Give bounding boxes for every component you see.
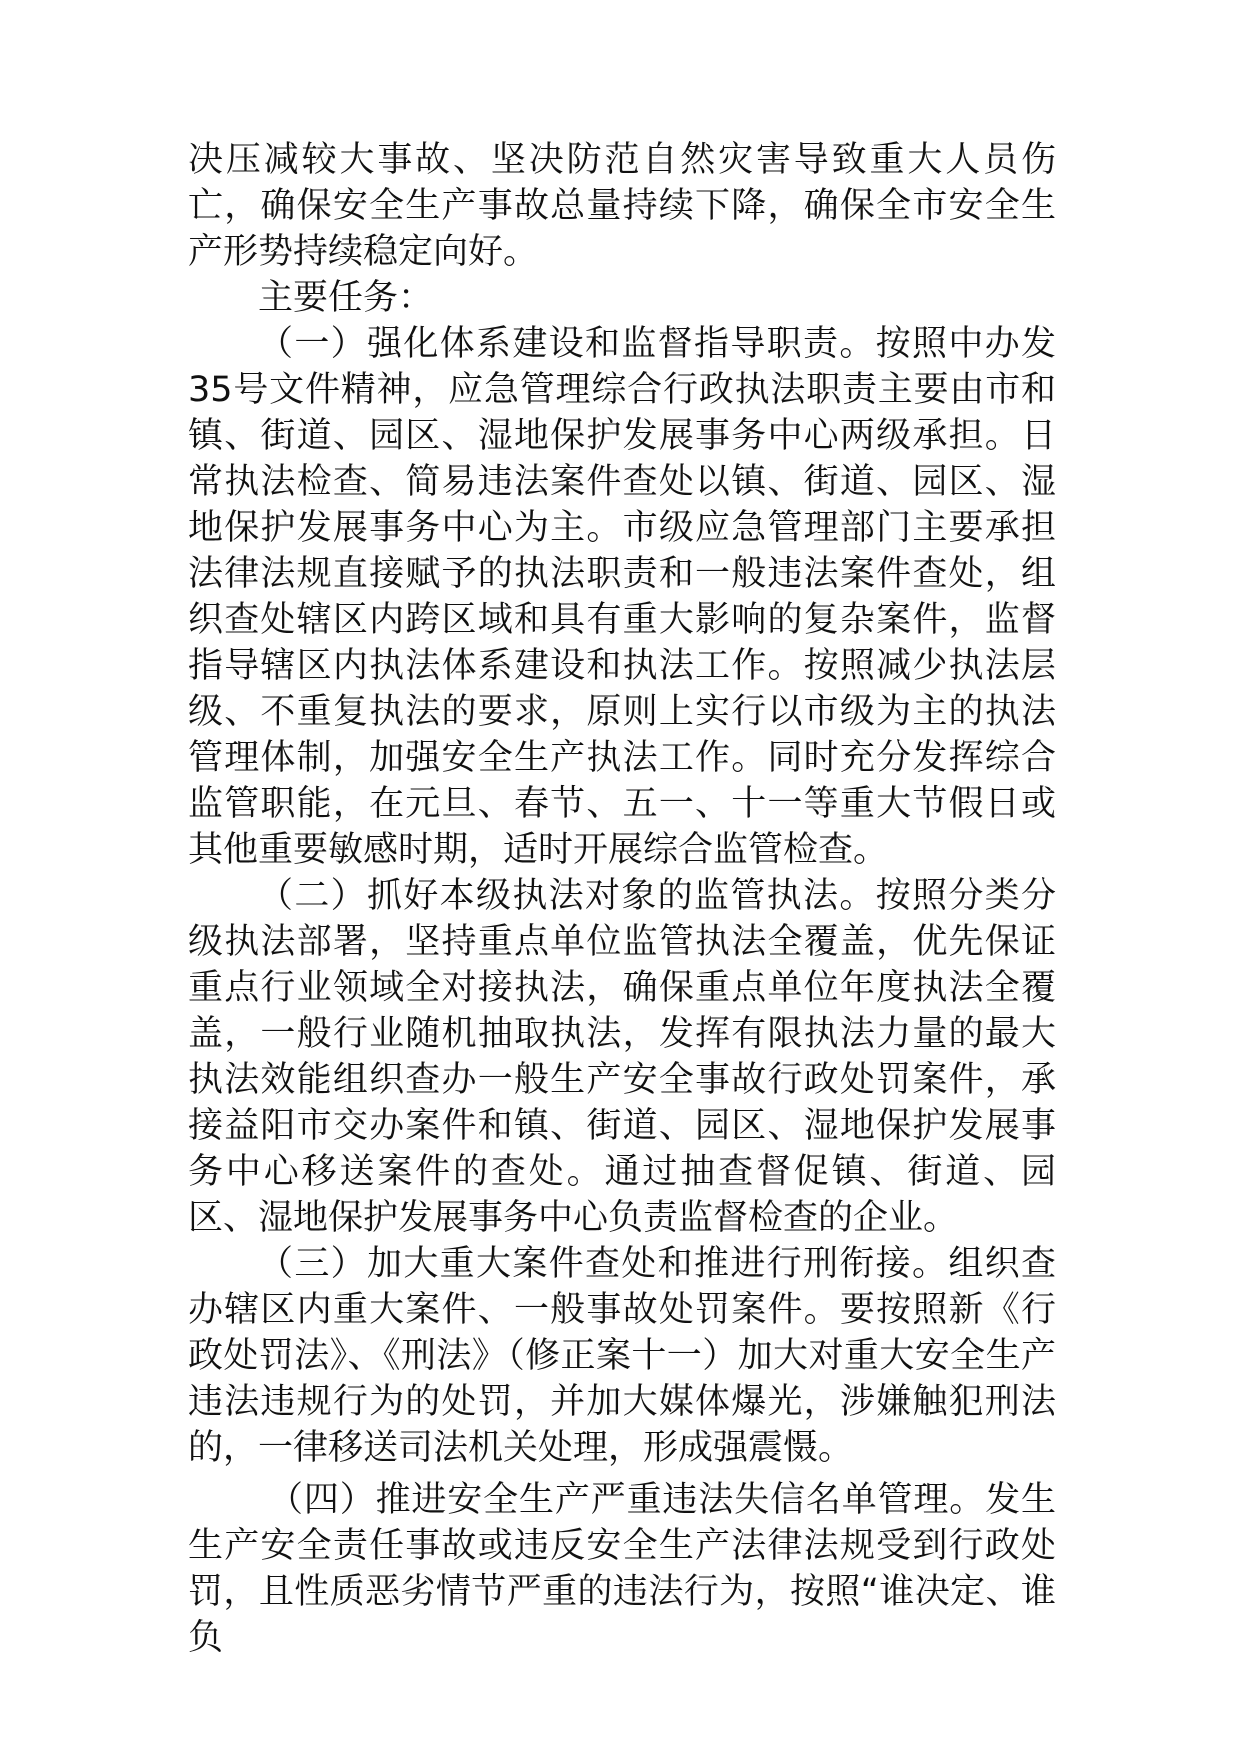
paragraph-task-3: （三）加大重大案件查处和推进行刑衔接。组织查办辖区内重大案件、一般事故处罚案件。要按照新《行政处罚法》、《刑法》（修正案十一）加大对重大安全生产违法违规行为的处罚，并加大媒体爆光，涉嫌触犯刑法的，一律移送司法机关处理，形成强震慑。 <box>188 1244 1056 1468</box>
paragraph-intro-continued: 决压减较大事故、坚决防范自然灾害导致重大人员伤亡，确保安全生产事故总量持续下降，确保全市安全生产形势持续稳定向好。 <box>188 140 1056 272</box>
paragraph-task-1: （一）强化体系建设和监督指导职责。按照中办发35号文件精神，应急管理综合行政执法职责主要由市和镇、街道、园区、湿地保护发展事务中心两级承担。日常执法检查、简易违法案件查处以镇、街道、园区、湿地保护发展事务中心为主。市级应急管理部门主要承担法律法规直接赋予的执法职责和一般违法案件查处，组织查处辖区内跨区域和具有重大影响的复杂案件，监督指导辖区内执法体系建设和执法工作。按照减少执法层级、不重复执法的要求，原则上实行以市级为主的执法管理体制，加强安全生产执法工作。同时充分发挥综合监管职能，在元旦、春节、五一、十一等重大节假日或其他重要敏感时期，适时开展综合监管检查。 <box>188 324 1056 870</box>
main-tasks-heading: 主要任务： <box>258 278 434 318</box>
paragraph-task-2: （二）抓好本级执法对象的监管执法。按照分类分级执法部署，坚持重点单位监管执法全覆盖，优先保证重点行业领域全对接执法，确保重点单位年度执法全覆盖，一般行业随机抽取执法，发挥有限执法力量的最大执法效能组织查办一般生产安全事故行政处罚案件，承接益阳市交办案件和镇、街道、园区、湿地保护发展事务中心移送案件的查处。通过抽查督促镇、街道、园区、湿地保护发展事务中心负责监督检查的企业。 <box>188 876 1056 1238</box>
document-body <box>188 137 1056 1661</box>
paragraph-task-4: （四）推进安全生产严重违法失信名单管理。发生生产安全责任事故或违反安全生产法律法规受到行政处罚，且性质恶劣情节严重的违法行为，按照“谁决定、谁负 <box>188 1480 1056 1658</box>
